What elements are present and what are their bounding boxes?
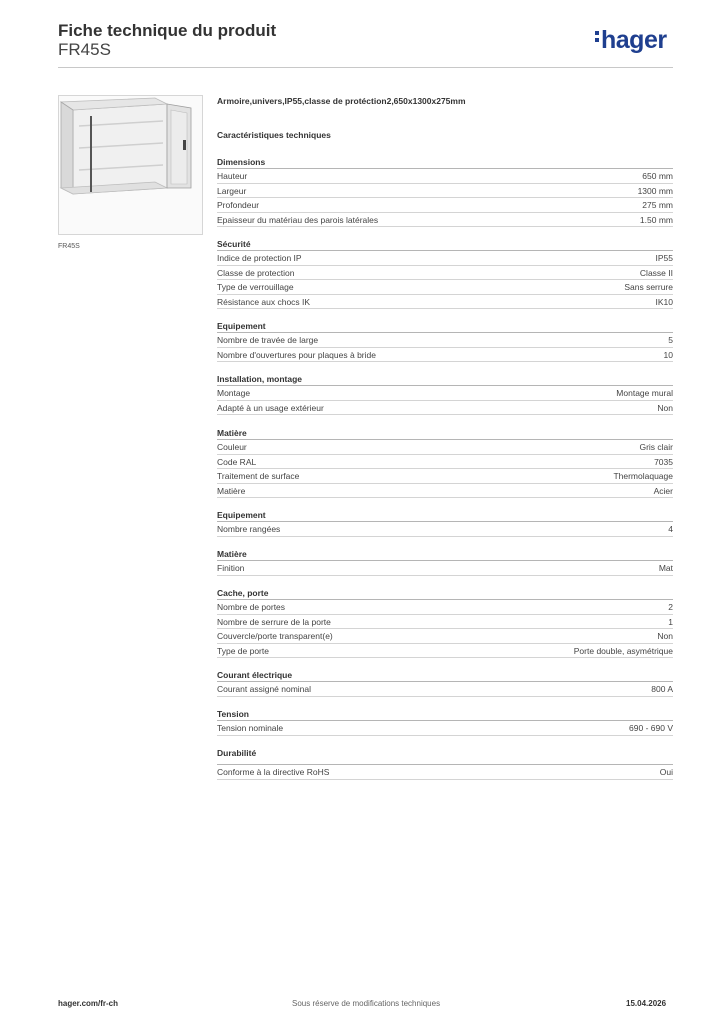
spec-value: Acier (653, 485, 673, 496)
spec-row (217, 198, 673, 213)
spec-label: Montage (217, 388, 251, 398)
spec-row (217, 600, 673, 615)
product-image (58, 95, 203, 235)
section-title: Cache, porte (217, 586, 673, 600)
spec-label: Type de porte (217, 645, 269, 656)
spec-label: Finition (217, 563, 245, 573)
spec-value: 1.50 mm (639, 214, 673, 225)
spec-label: Couleur (217, 442, 247, 452)
spec-row (217, 169, 673, 184)
spec-row (217, 629, 673, 644)
spec-label: Largeur (217, 185, 247, 196)
product-description: Armoire,univers,IP55,classe de protéction2,650x1300x275mm (217, 96, 466, 106)
spec-label: Nombre de portes (217, 602, 286, 612)
section-title: Durabilité (217, 746, 673, 765)
spec-label: Code RAL (217, 456, 257, 467)
image-caption: FR45S (58, 243, 80, 250)
spec-value: 7035 (654, 456, 673, 467)
spec-row (217, 213, 673, 228)
footer-date: 15.04.2026 (626, 999, 667, 1008)
spec-section (217, 668, 673, 697)
spec-row (217, 721, 673, 736)
spec-section (217, 586, 673, 658)
spec-label: Nombre rangées (217, 524, 281, 534)
spec-row (217, 522, 673, 537)
section-title: Equipement (217, 319, 673, 333)
spec-row (217, 561, 673, 576)
section-title: Equipement (217, 508, 673, 522)
spec-label: Couvercle/porte transparent(e) (217, 631, 333, 642)
spec-label: Indice de protection IP (217, 253, 302, 263)
spec-row (217, 266, 673, 281)
spec-value: 1300 mm (637, 185, 673, 196)
spec-row (217, 251, 673, 266)
spec-value: Gris clair (639, 442, 673, 452)
section-title: Courant électrique (217, 668, 673, 682)
hager-logo (595, 26, 667, 55)
spec-label: Hauteur (217, 171, 248, 181)
spec-label: Conforme à la directive RoHS (217, 767, 330, 777)
document-title: Fiche technique du produit (58, 21, 277, 40)
spec-row (217, 333, 673, 348)
spec-value: 5 (668, 335, 673, 345)
spec-section (217, 426, 673, 498)
spec-label: Traitement de surface (217, 471, 300, 482)
spec-label: Tension nominale (217, 723, 284, 733)
spec-section (217, 547, 673, 576)
section-title: Installation, montage (217, 372, 673, 386)
spec-value: Non (657, 402, 673, 413)
enclosure-illustration (59, 96, 202, 234)
spec-section (217, 237, 673, 309)
spec-row (217, 469, 673, 484)
spec-row (217, 440, 673, 455)
spec-row (217, 644, 673, 659)
spec-row (217, 184, 673, 199)
product-code: FR45S (58, 40, 111, 59)
spec-label: Classe de protection (217, 267, 295, 278)
header-divider (58, 67, 673, 68)
spec-value: Classe II (639, 267, 673, 278)
spec-row (217, 280, 673, 295)
spec-label: Profondeur (217, 200, 260, 211)
spec-value: 650 mm (642, 171, 673, 181)
spec-section (217, 319, 673, 362)
spec-section (217, 155, 673, 227)
spec-value: Mat (658, 563, 673, 573)
spec-value: IP55 (655, 253, 673, 263)
spec-label: Nombre de serrure de la porte (217, 616, 331, 627)
spec-row (217, 765, 673, 780)
section-title: Sécurité (217, 237, 673, 251)
spec-row (217, 386, 673, 401)
spec-value: Porte double, asymétrique (573, 645, 673, 656)
spec-section (217, 372, 673, 415)
spec-label: Type de verrouillage (217, 282, 294, 293)
logo-mark-icon (595, 31, 599, 45)
spec-section (217, 707, 673, 736)
section-title: Matière (217, 547, 673, 561)
spec-label: Courant assigné nominal (217, 684, 312, 694)
spec-value: Thermolaquage (613, 471, 673, 482)
section-title: Matière (217, 426, 673, 440)
spec-label: Adapté à un usage extérieur (217, 402, 324, 413)
section-title: Tension (217, 707, 673, 721)
spec-value: Montage mural (616, 388, 673, 398)
spec-label: Matière (217, 485, 246, 496)
logo-text: hager (601, 26, 667, 54)
spec-row (217, 348, 673, 363)
characteristics-title: Caractéristiques techniques (217, 130, 331, 140)
spec-value: 2 (668, 602, 673, 612)
footer-website: hager.com/fr-ch (58, 999, 119, 1008)
spec-value: 4 (668, 524, 673, 534)
spec-value: Sans serrure (624, 282, 673, 293)
spec-row (217, 295, 673, 310)
spec-section (217, 508, 673, 537)
spec-section (217, 746, 673, 780)
spec-row (217, 615, 673, 630)
spec-label: Résistance aux chocs IK (217, 296, 311, 307)
spec-value: 10 (663, 349, 673, 360)
spec-value: IK10 (655, 296, 673, 307)
spec-row (217, 484, 673, 499)
spec-label: Nombre d'ouvertures pour plaques à bride (217, 349, 376, 360)
spec-label: Epaisseur du matériau des parois latérales (217, 214, 379, 225)
spec-value: 690 - 690 V (629, 723, 673, 733)
spec-value: Oui (659, 767, 673, 777)
section-title: Dimensions (217, 155, 673, 169)
footer-notice: Sous réserve de modifications techniques (292, 999, 441, 1008)
spec-label: Nombre de travée de large (217, 335, 319, 345)
spec-value: 275 mm (642, 200, 673, 211)
spec-row (217, 401, 673, 416)
spec-row (217, 682, 673, 697)
spec-row (217, 455, 673, 470)
spec-value: Non (657, 631, 673, 642)
spec-value: 800 A (651, 684, 673, 694)
spec-value: 1 (668, 616, 673, 627)
